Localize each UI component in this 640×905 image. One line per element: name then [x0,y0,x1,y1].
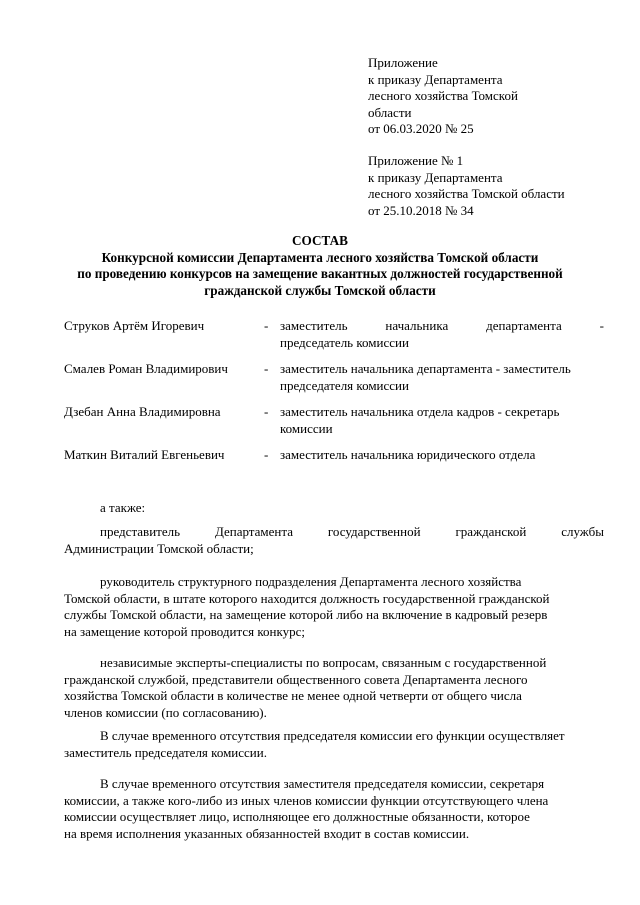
annex-line: к приказу Департамента [368,169,503,185]
role-word: начальника [385,318,449,333]
annex-line: к приказу Департамента [368,71,503,87]
body-line: В случае временного отсутствия председателя комиссии его функции осуществляет [100,728,565,743]
annex-line: Приложение № 1 [368,153,464,168]
member-dash: - [264,318,269,333]
member-name: Струков Артём Игоревич [64,318,205,333]
body-line: Томской области, в штате которого находится должность государственной гражданской [64,590,550,606]
paragraph [64,728,604,761]
member-role [280,361,604,394]
body-line: гражданской службой, представители общественного совета Департамента лесного [64,671,528,687]
annex-line: Приложение [368,55,438,70]
paragraph [64,655,604,721]
role-line [280,318,604,335]
body-line: членов комиссии (по согласованию). [64,704,267,720]
member-role [280,404,604,437]
body-line: независимые эксперты-специалисты по вопросам, связанным с государственной [100,655,547,670]
member-role [280,447,604,464]
role-line: заместитель начальника юридического отдела [280,447,536,462]
member-name: Маткин Виталий Евгеньевич [64,447,225,462]
body-line: хозяйства Томской области в количестве не менее одной четверти от общего числа [64,688,522,703]
body-word: гражданской [455,524,527,539]
member-dash: - [264,404,269,419]
role-word: заместитель [280,318,348,333]
body-line: комиссии осуществляет лицо, исполняющее его должностные обязанности, которое [64,809,530,824]
body-line: заместитель председателя комиссии. [64,744,267,760]
body-line: комиссии, а также кого-либо из иных членов комиссии функции отсутствующего члена [64,792,549,808]
annex-line: лесного хозяйства Томской [368,88,518,103]
role-word: - [599,318,604,333]
role-line: председателя комиссии [280,377,409,393]
title-line: Конкурсной комиссии Департамента лесного хозяйства Томской области [101,249,539,265]
body-line: на замещение которой проводится конкурс; [64,623,305,639]
also-line [64,500,604,517]
body-line: службы Томской области, на замещение которой либо на включение в кадровый резерв [64,607,548,622]
body-line: на время исполнения указанных обязанностей входит в состав комиссии. [64,825,470,841]
member-dash: - [264,447,269,462]
title-line: гражданской службы Томской области [204,282,436,298]
member-name: Смалев Роман Владимирович [64,361,228,376]
body-line: а также: [100,500,146,515]
annex-line: от 06.03.2020 № 25 [368,121,474,136]
annex-block-original [368,153,618,219]
body-line [64,524,604,541]
annex-line: лесного хозяйства Томской области [368,186,565,201]
body-line: В случае временного отсутствия заместителя председателя комиссии, секретаря [100,776,545,791]
body-word: представитель [100,524,181,539]
body-line: руководитель структурного подразделения Департамента лесного хозяйства [100,574,522,589]
paragraph [64,776,604,842]
body-line: Администрации Томской области; [64,540,254,556]
body-word: государственной [327,524,421,539]
member-role [280,318,604,351]
member-name: Дзебан Анна Владимировна [64,404,221,419]
role-line: председатель комиссии [280,334,409,350]
annex-line: области [368,104,412,120]
paragraph [64,574,604,640]
paragraph [64,524,604,557]
annex-block-current [368,55,618,138]
role-line: заместитель начальника отдела кадров - секретарь [280,404,560,419]
role-line: комиссии [280,420,333,436]
body-word: Департамента [214,524,293,539]
title-heading: СОСТАВ [292,233,348,248]
title-line: по проведению конкурсов на замещение вакантных должностей государственной [77,266,563,281]
member-dash: - [264,361,269,376]
document-title [40,233,600,299]
annex-line: от 25.10.2018 № 34 [368,202,474,218]
role-line: заместитель начальника департамента - заместитель [280,361,571,376]
role-word: департамента [486,318,562,333]
body-word: службы [561,524,604,539]
